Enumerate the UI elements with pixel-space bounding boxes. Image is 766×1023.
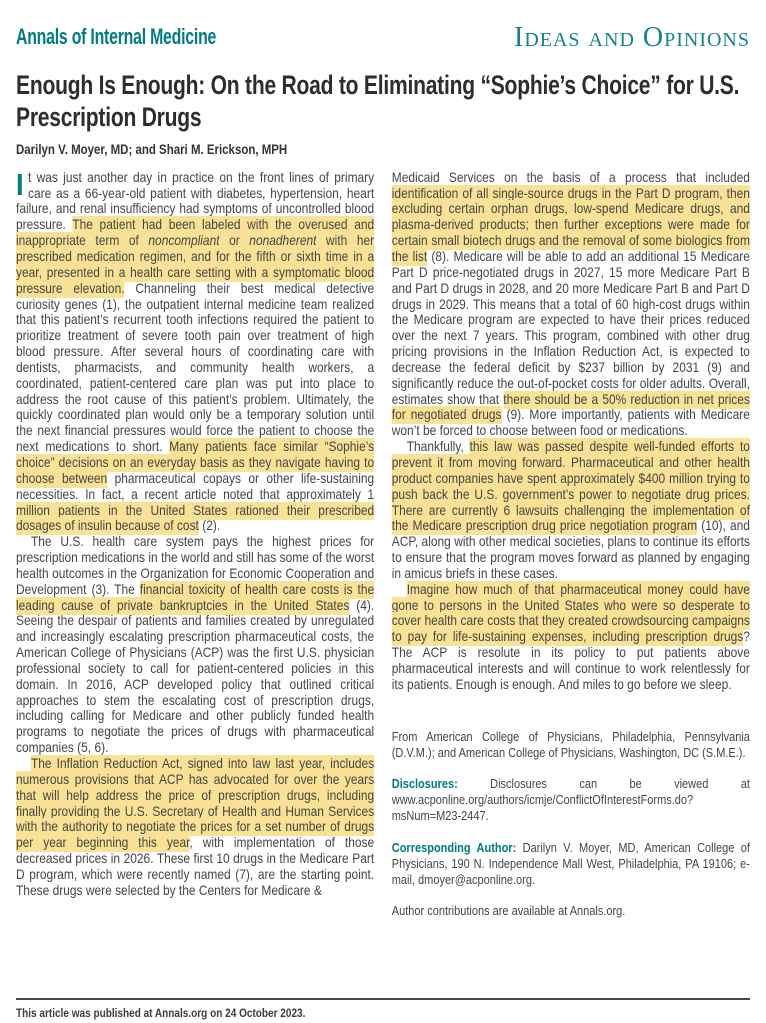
highlighted-text: The Inflation Reduction Act, signed into law last year, includes numerous provisions that ACP has advocated for over the years that will help address the price of prescription drugs, including finally providing the U.S. Secretary of Health and Human Services with the authority to negotiate the prices for a set number of drugs per year beginning this year <box>16 756 375 851</box>
text-segment: t was just another day in practice on the front lines of primary care as a 66-year-old patient with diabetes, hypertension, heart failure, and renal insufficiency had symptoms of uncontrolled blood pressure. <box>16 169 375 233</box>
text-segment: (2). <box>198 518 221 534</box>
note-text: Disclosures can be viewed at www.acponline.org/authors/icmje/ConflictOfInterestForms.do?msNum=M23-2447. <box>391 777 750 824</box>
note-text: Darilyn V. Moyer, MD, American College of Physicians, 190 N. Independence Mall West, Philadelphia, PA 19106; e-mail, dmoyer@acponline.org. <box>391 840 750 888</box>
highlighted-text: financial toxicity of health care costs is the leading cause of private bankruptcies in the United States <box>16 581 375 613</box>
right-column-text <box>392 170 750 693</box>
disclosures-note <box>392 776 750 825</box>
highlighted-text: Imagine how much of that pharmaceutical money could have gone to persons in the United States who were so desperate to cover health care costs that they created crowdsourcing campaigns to pay for life-sustaining expenses, including prescription drugs <box>391 581 750 645</box>
section-heading: Ideas and Opinions <box>514 22 750 53</box>
highlighted-text: or <box>219 233 250 249</box>
paragraph <box>392 439 750 582</box>
text-segment: (8). Medicare will be able to add an additional 15 Medicare Part D price-negotiated drugs in 2027, 15 more Medicare Part B and Part D drugs in 2028, and 20 more Medicare Part B and Part D drugs in 2029. This means that a total of 60 high-cost drugs within the Medicare program are expected to have their prices reduced over the next 7 years. This program, combined with other drug pricing provisions in the Inflation Reduction Act, is expected to decrease the federal deficit by $237 billion by 2031 (9) and significantly reduce the out-of-pocket costs for older adults. Overall, estimates show that <box>391 249 750 407</box>
paragraph <box>16 534 374 756</box>
paragraph <box>392 582 750 693</box>
paragraph <box>16 756 374 899</box>
article-body <box>16 166 750 920</box>
highlighted-text: noncompliant <box>148 233 220 249</box>
note-text: Author contributions are available at Annals.org. <box>391 904 626 919</box>
highlighted-text: this law was passed despite well-funded efforts to prevent it from moving forward. Pharmaceutical and other health product companies have spent approximately $400 million trying to push back the U.S. government’s power to negotiate drug prices. There are currently 6 lawsuits challenging the implementation of the Medicare prescription drug price negotiation program <box>391 439 750 534</box>
drop-cap: I <box>16 166 24 202</box>
paragraph <box>392 170 750 439</box>
note-label: Disclosures: <box>391 777 491 792</box>
footer-divider <box>16 998 750 1000</box>
text-segment: (10), and ACP, along with other medical societies, plans to continue its efforts to ensure that the program moves forward as planned by engaging in amicus briefs in these cases. <box>391 518 750 581</box>
highlighted-text: Many patients face similar “Sophie’s choice” decisions on an everyday basis as they navigate having to choose between <box>16 439 375 486</box>
article-title: Enough Is Enough: On the Road to Eliminating “Sophie’s Choice” for U.S. Prescription Drugs <box>16 70 740 133</box>
text-segment: pharmaceutical copays or other life-sustaining necessities. In fact, a recent article noted that approximately 1 <box>16 470 375 502</box>
text-segment: (9). More importantly, patients with Medicare won’t be forced to choose between food or medications. <box>391 407 750 439</box>
highlighted-text: nonadherent <box>249 233 317 249</box>
highlighted-text: million patients in the United States rationed their prescribed dosages of insulin because of cost <box>16 502 375 534</box>
highlighted-text: there should be a 50% reduction in net prices for negotiated drugs <box>391 391 750 423</box>
text-segment: (4). Seeing the despair of patients and families created by unregulated and increasingly escalating prescription pharmaceutical costs, the American College of Physicians (ACP) was the first U.S. physician professional society to call for patient-centered policies in this domain. In 2016, ACP developed policy that outlined critical approaches to stem the escalating cost of prescription drugs, including calling for Medicare and other publicly funded health programs to negotiate the prices of drugs with pharmaceutical companies (5, 6). <box>16 597 375 756</box>
note-label: Corresponding Author: <box>391 840 523 855</box>
corresponding-author-note <box>392 840 750 889</box>
highlighted-text: identification of all single-source drugs in the Part D program, then excluding certain orphan drugs, low-spend Medicare drugs, and plasma-derived products; then further exceptions were made for certain small biotech drugs and the removal of some biologics from the list <box>391 185 750 264</box>
text-segment: ? The ACP is resolute in its policy to put patients above pharmaceutical interests and will continue to work relentlessly for its patients. Enough is enough. And miles to go before we sleep. <box>391 629 750 692</box>
article-byline: Darilyn V. Moyer, MD; and Shari M. Erickson, MPH <box>16 141 288 157</box>
journal-name: Annals of Internal Medicine <box>16 24 217 49</box>
text-segment: Medicaid Services on the basis of a process that included <box>391 169 750 185</box>
text-segment: The U.S. health care system pays the highest prices for prescription medications in the world and still has some of the worst health outcomes in the Organization for Economic Cooperation and Development (3). The <box>16 534 375 597</box>
highlighted-text: The patient had been labeled with the overused and inappropriate term of <box>16 217 375 249</box>
text-segment: Channeling their best medical detective curiosity genes (1), the outpatient internal medicine team realized that this patient’s recurrent tooth infections required the patient to prioritize treatment of severe tooth pain over treatment of high blood pressure. After several hours of coordinating care with dentists, pharmacists, and community health workers, a coordinated, patient-centered care plan was put into place to address the root cause of this patient’s problem. Ultimately, the quickly coordinated plan would only be a temporary solution until the next financial pressures would force the patient to choose the next medications to short. <box>16 280 375 455</box>
note-text: From American College of Physicians, Philadelphia, Pennsylvania (D.V.M.); and American College of Physicians, Washington, DC (S.M.E.). <box>391 729 750 760</box>
page-footer <box>16 998 750 1020</box>
affiliation-note <box>392 729 750 761</box>
text-segment: Thankfully, <box>406 439 470 455</box>
page-header <box>16 0 750 52</box>
text-segment: , with implementation of those decreased prices in 2026. These first 10 drugs in the Medicare Part D program, which were recently named (7), are the starting point. These drugs were selected by the Centers for Medicare & <box>16 835 375 898</box>
left-column <box>16 166 375 920</box>
right-column <box>392 170 750 920</box>
author-contributions-note <box>392 903 750 919</box>
backmatter <box>392 729 750 920</box>
paragraph <box>16 166 375 534</box>
publication-note: This article was published at Annals.org on 24 October 2023. <box>16 1006 306 1020</box>
highlighted-text: with her prescribed medication regimen, and for the fifth or sixth time in a year, presented in a health care setting with a symptomatic blood pressure elevation. <box>16 233 375 296</box>
